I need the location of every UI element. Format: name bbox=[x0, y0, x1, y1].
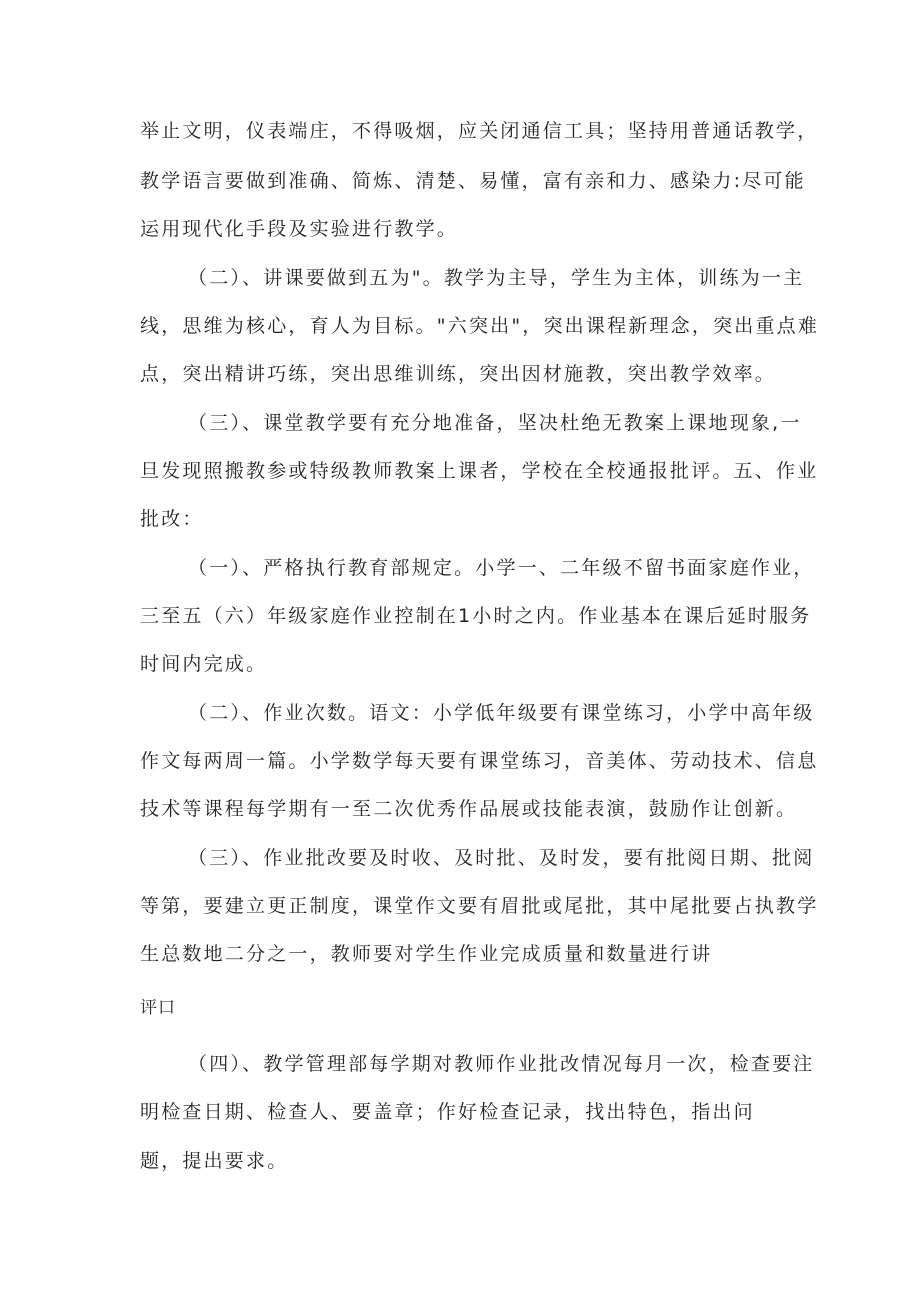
text-line-8: 旦发现照搬教参或特级教师教案上课者，学校在全校通报批评。五、作业 bbox=[140, 460, 819, 482]
text-line-5: 线，思维为核心，育人为目标。"六突出"，突出课程新理念，突出重点难 bbox=[140, 315, 820, 337]
text-line-4: （二）、讲课要做到五为"。教学为主导，学生为主体，训练为一主 bbox=[188, 267, 805, 289]
text-line-16: （三）、作业批改要及时收、及时批、及时发，要有批阅日期、批阅 bbox=[188, 847, 815, 869]
text-line-14: 作文每两周一篇。小学数学每天要有课堂练习，音美体、劳动技术、信息 bbox=[140, 750, 819, 772]
text-line-3: 运用现代化手段及实验进行教学。 bbox=[140, 218, 459, 240]
text-line-13: （二）、作业次数。语文：小学低年级要有课堂练习，小学中高年级 bbox=[188, 702, 815, 724]
text-line-19: 评口 bbox=[140, 998, 176, 1018]
text-line-21: 明检查日期、检查人、要盖章；作好检查记录，找出特色，指出问 bbox=[140, 1101, 755, 1123]
text-line-2: 教学语言要做到准确、简炼、清楚、易懂，富有亲和力、感染力:尽可能 bbox=[140, 170, 806, 192]
text-line-12: 时间内完成。 bbox=[140, 653, 268, 675]
text-line-10: （一）、严格执行教育部规定。小学一、二年级不留书面家庭作业， bbox=[188, 557, 815, 579]
text-line-6: 点，突出精讲巧练，突出思维训练，突出因材施教，突出教学效率。 bbox=[140, 363, 777, 385]
text-line-15: 技术等课程每学期有一至二次优秀作品展或技能表演，鼓励作让创新。 bbox=[140, 798, 798, 820]
text-line-18: 生总数地二分之一，教师要对学生作业完成质量和数量进行讲 bbox=[140, 943, 713, 965]
text-line-17: 等第，要建立更正制度，课堂作文要有眉批或尾批，其中尾批要占执教学 bbox=[140, 895, 819, 917]
text-line-7: （三）、课堂教学要有充分地准备，坚决杜绝无教案上课地现象,一 bbox=[188, 412, 802, 434]
text-line-1: 举止文明，仪表端庄，不得吸烟，应关闭通信工具；坚持用普通话教学， bbox=[140, 120, 819, 142]
text-line-20: （四）、教学管理部每学期对教师作业批改情况每月一次，检查要注 bbox=[188, 1053, 815, 1075]
text-line-22: 题，提出要求。 bbox=[140, 1150, 289, 1172]
text-line-9: 批改： bbox=[140, 508, 204, 530]
text-line-11: 三至五（六）年级家庭作业控制在1小时之内。作业基本在课后延时服务 bbox=[140, 605, 812, 627]
